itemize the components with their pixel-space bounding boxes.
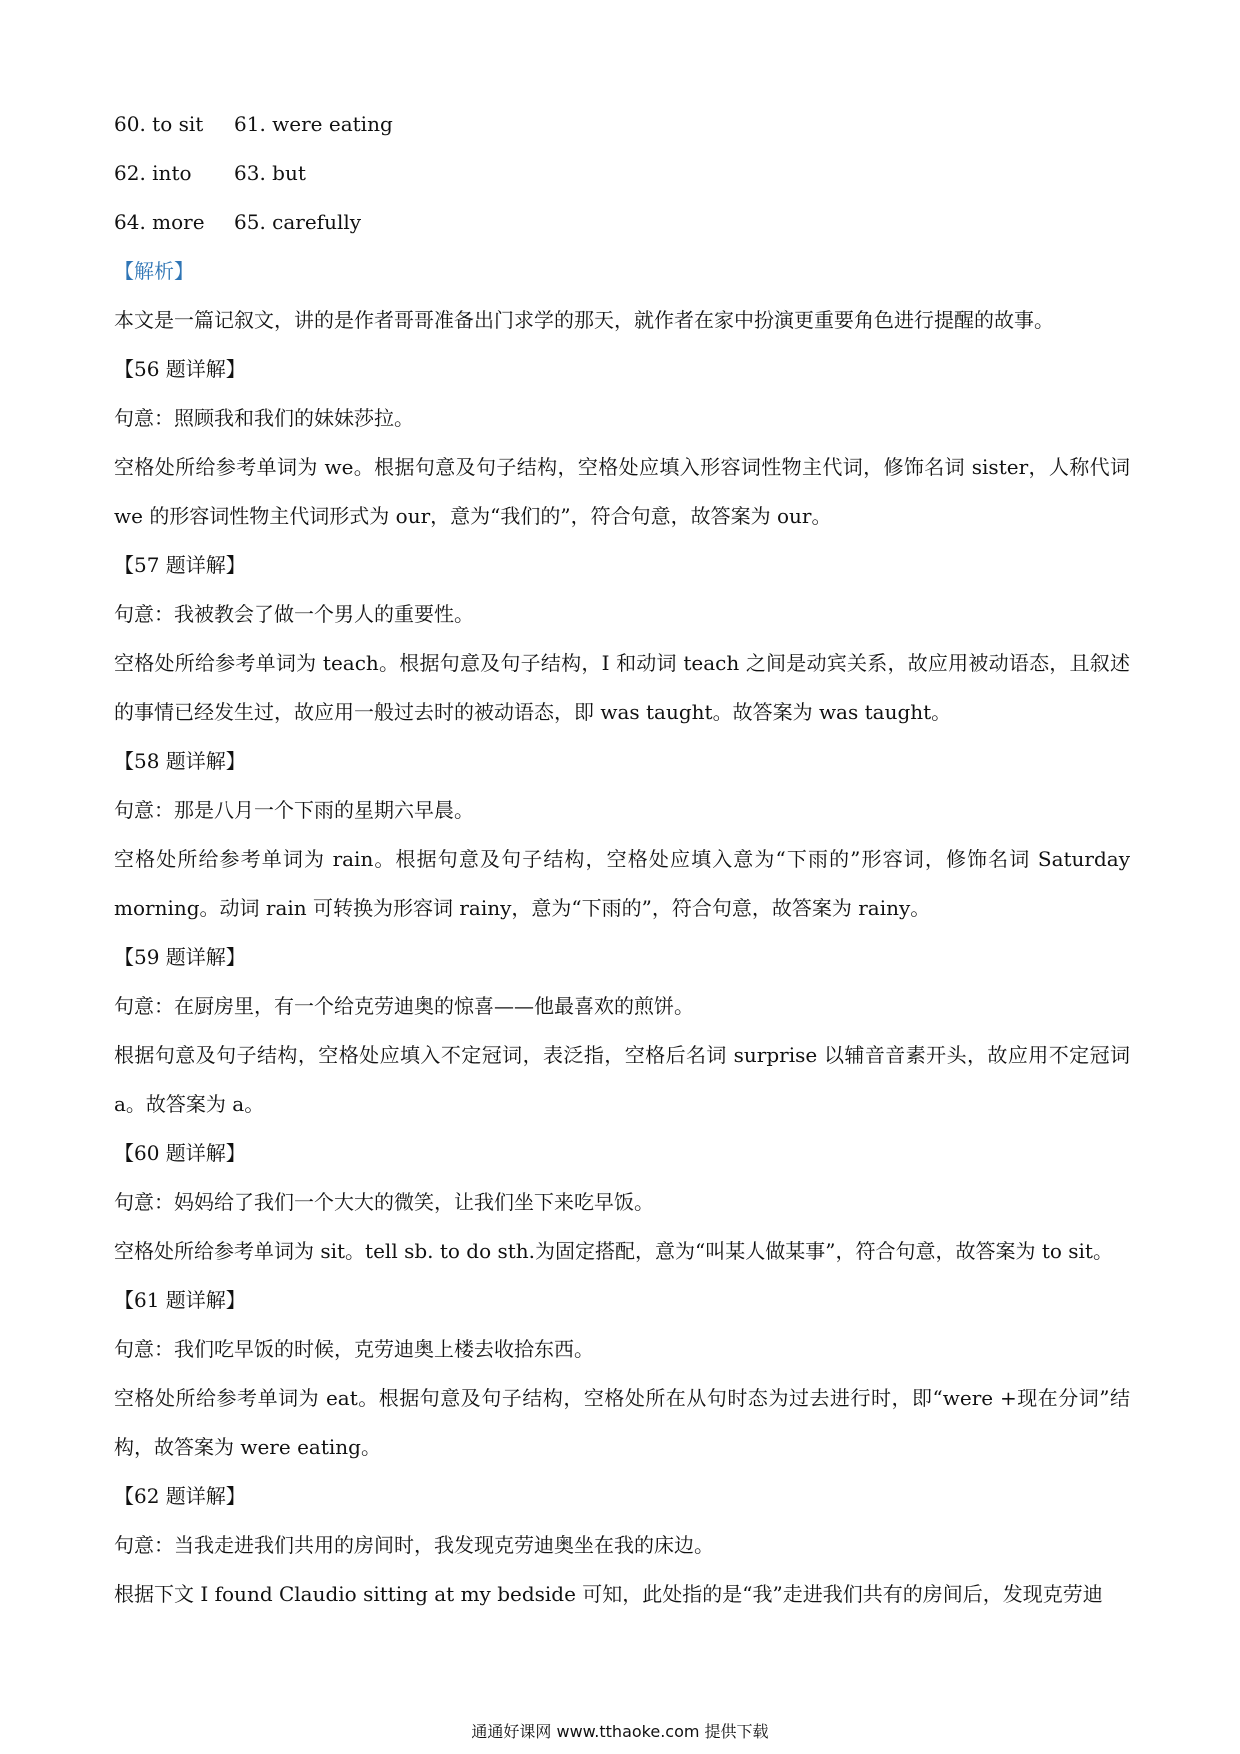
- answer-64: 64. more: [114, 210, 205, 234]
- section-heading-59: 【59 题详解】: [114, 945, 246, 969]
- section-explanation-56: 空格处所给参考单词为 we。根据句意及句子结构，空格处应填入形容词性物主代词，修饰名词 sister，人称代词 we 的形容词性物主代词形式为 our，意为“我们的”，符合句意，故答案为 our。: [114, 455, 1130, 528]
- answer-row: [114, 149, 1130, 198]
- answer-62: 62. into: [114, 161, 192, 185]
- section-meaning-61: 句意：我们吃早饭的时候，克劳迪奥上楼去收拾东西。: [114, 1337, 594, 1361]
- section-explanation-58: 空格处所给参考单词为 rain。根据句意及句子结构，空格处应填入意为“下雨的”形容词，修饰名词 Saturday morning。动词 rain 可转换为形容词 rainy，意为“下雨的”，符合句意，故答案为 rainy。: [114, 847, 1130, 920]
- section-heading-58: 【58 题详解】: [114, 749, 246, 773]
- section-explanation-59: 根据句意及句子结构，空格处应填入不定冠词，表泛指，空格后名词 surprise 以辅音音素开头，故应用不定冠词 a。故答案为 a。: [114, 1043, 1130, 1116]
- summary-paragraph: 本文是一篇记叙文，讲的是作者哥哥准备出门求学的那天，就作者在家中扮演更重要角色进行提醒的故事。: [114, 308, 1054, 332]
- section-meaning-62: 句意：当我走进我们共用的房间时，我发现克劳迪奥坐在我的床边。: [114, 1533, 714, 1557]
- section-meaning-56: 句意：照顾我和我们的妹妹莎拉。: [114, 406, 414, 430]
- answer-61: 61. were eating: [234, 112, 393, 136]
- section-explanation-61: 空格处所给参考单词为 eat。根据句意及句子结构，空格处所在从句时态为过去进行时，即“were +现在分词”结构，故答案为 were eating。: [114, 1386, 1130, 1459]
- section-heading-60: 【60 题详解】: [114, 1141, 246, 1165]
- answer-60: 60. to sit: [114, 112, 204, 136]
- section-meaning-57: 句意：我被教会了做一个男人的重要性。: [114, 602, 474, 626]
- analysis-label: 【解析】: [114, 259, 194, 283]
- section-heading-56: 【56 题详解】: [114, 357, 246, 381]
- document-content: [114, 100, 1130, 1619]
- answer-row: [114, 198, 1130, 247]
- section-explanation-60: 空格处所给参考单词为 sit。tell sb. to do sth.为固定搭配，意为“叫某人做某事”，符合句意，故答案为 to sit。: [114, 1239, 1113, 1263]
- page-footer: 通通好课网 www.tthaoke.com 提供下载: [471, 1722, 769, 1741]
- answer-63: 63. but: [234, 161, 306, 185]
- section-heading-57: 【57 题详解】: [114, 553, 246, 577]
- section-heading-62: 【62 题详解】: [114, 1484, 246, 1508]
- section-meaning-60: 句意：妈妈给了我们一个大大的微笑，让我们坐下来吃早饭。: [114, 1190, 654, 1214]
- section-meaning-59: 句意：在厨房里，有一个给克劳迪奥的惊喜——他最喜欢的煎饼。: [114, 994, 694, 1018]
- section-explanation-57: 空格处所给参考单词为 teach。根据句意及句子结构，I 和动词 teach 之间是动宾关系，故应用被动语态，且叙述的事情已经发生过，故应用一般过去时的被动语态，即 was taught。故答案为 was taught。: [114, 651, 1130, 724]
- section-heading-61: 【61 题详解】: [114, 1288, 246, 1312]
- section-meaning-58: 句意：那是八月一个下雨的星期六早晨。: [114, 798, 474, 822]
- answer-65: 65. carefully: [234, 210, 362, 234]
- section-explanation-62: 根据下文 I found Claudio sitting at my bedside 可知，此处指的是“我”走进我们共有的房间后，发现克劳迪: [114, 1582, 1103, 1606]
- answer-row: [114, 100, 1130, 149]
